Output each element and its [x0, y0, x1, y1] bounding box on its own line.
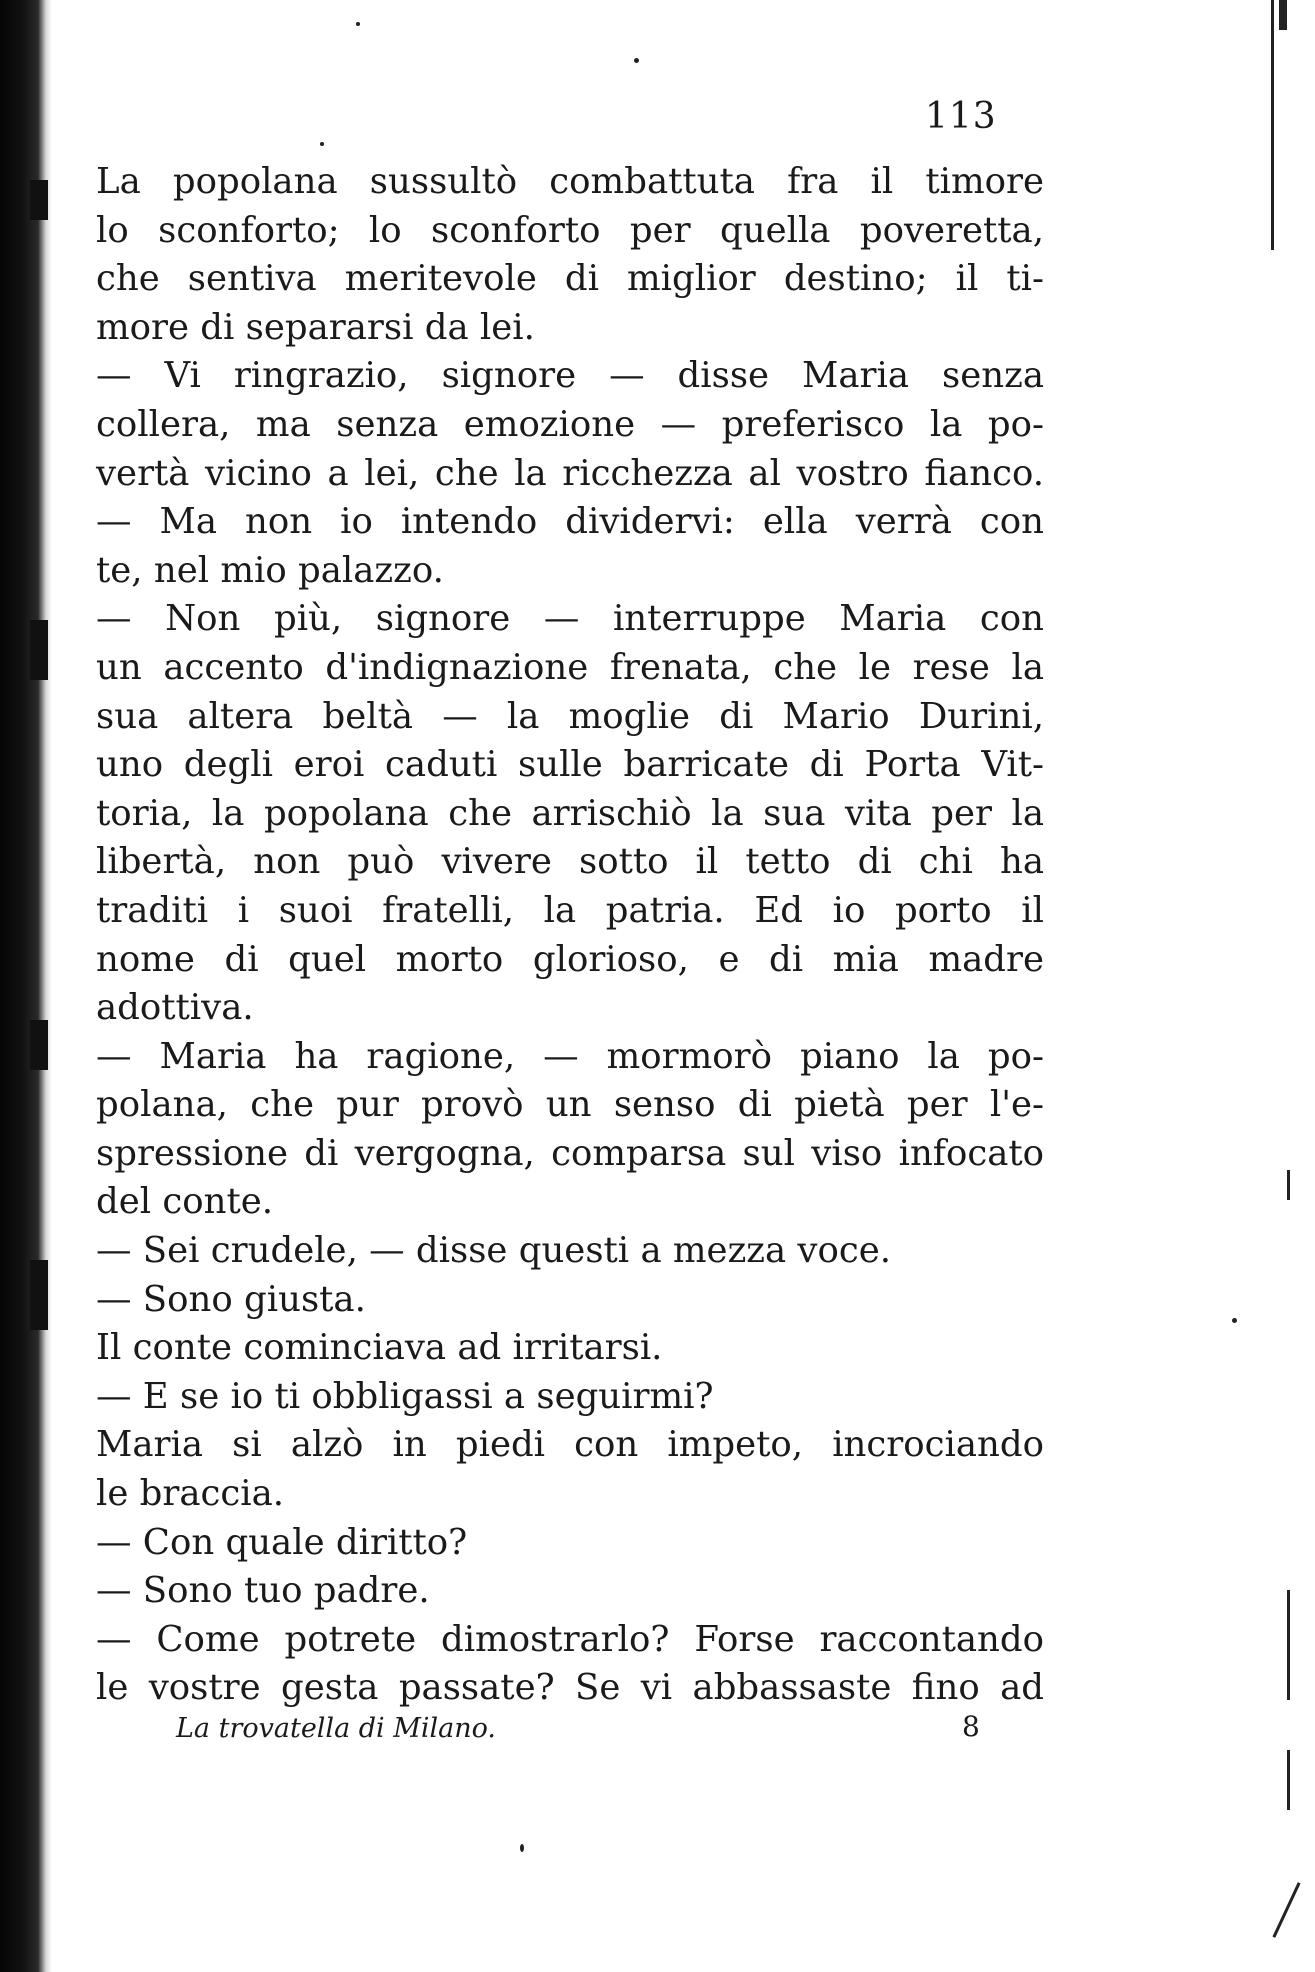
text-line: Maria si alzò in piedi con impeto, incrociando	[96, 1424, 1044, 1466]
footer-book-title: La trovatella di Milano.	[176, 1713, 497, 1744]
spine-notch	[30, 620, 48, 680]
text-line: lo sconforto; lo sconforto per quella poveretta,	[96, 209, 1044, 251]
spine-notch	[30, 1260, 48, 1330]
text-line: adottiva.	[96, 987, 254, 1029]
text-line: te, nel mio palazzo.	[96, 549, 444, 591]
text-line: — Ma non io intendo dividervi: ella verrà con	[96, 501, 1044, 543]
text-line: Il conte cominciava ad irritarsi.	[96, 1327, 663, 1369]
footer-signature-mark: 8	[962, 1710, 980, 1743]
body-text	[96, 158, 1044, 1713]
text-line: spressione di vergogna, comparsa sul viso infocato	[96, 1132, 1044, 1174]
speck	[520, 1844, 524, 1852]
text-line: che sentiva meritevole di miglior destino; il ti-	[96, 258, 1044, 300]
edge-line	[1272, 1882, 1300, 1938]
edge-line	[1279, 0, 1287, 30]
edge-line	[1271, 0, 1274, 250]
spine-notch	[30, 1020, 48, 1070]
edge-line	[1287, 1750, 1290, 1810]
page-number: 113	[925, 96, 997, 137]
text-line: — Come potrete dimostrarlo? Forse raccontando	[96, 1618, 1044, 1660]
edge-line	[1287, 1170, 1290, 1200]
text-line: — Vi ringrazio, signore — disse Maria senza	[96, 355, 1044, 397]
text-line: collera, ma senza emozione — preferisco la po-	[96, 403, 1044, 445]
text-line: le vostre gesta passate? Se vi abbassaste fino ad	[96, 1667, 1044, 1709]
text-line: un accento d'indignazione frenata, che le rese la	[96, 646, 1044, 688]
text-line: — E se io ti obbligassi a seguirmi?	[96, 1375, 714, 1417]
speck	[634, 58, 639, 63]
text-line: uno degli eroi caduti sulle barricate di Porta Vit-	[96, 744, 1044, 786]
text-line: — Sono giusta.	[96, 1278, 366, 1320]
text-line: le braccia.	[96, 1473, 285, 1515]
text-line: La popolana sussultò combattuta fra il timore	[96, 161, 1044, 202]
text-line: — Sono tuo padre.	[96, 1570, 430, 1612]
page-edge-artifacts	[1257, 0, 1315, 1972]
binding-shadow	[0, 0, 52, 1972]
text-line: del conte.	[96, 1181, 274, 1223]
text-line: sua altera beltà — la moglie di Mario Durini,	[96, 695, 1044, 737]
text-line: polana, che pur provò un senso di pietà per l'e-	[96, 1084, 1044, 1126]
text-line: more di separarsi da lei.	[96, 306, 535, 348]
text-line: traditi i suoi fratelli, la patria. Ed io porto il	[96, 889, 1044, 931]
text-line: — Sei crudele, — disse questi a mezza voce.	[96, 1230, 892, 1272]
text-line: — Con quale diritto?	[96, 1521, 468, 1563]
text-line: — Non più, signore — interruppe Maria con	[96, 598, 1044, 640]
text-line: — Maria ha ragione, — mormorò piano la po-	[96, 1035, 1044, 1077]
text-line: toria, la popolana che arrischiò la sua vita per la	[96, 792, 1044, 834]
speck	[320, 142, 324, 146]
text-line: nome di quel morto glorioso, e di mia madre	[96, 938, 1044, 980]
speck	[1232, 1318, 1237, 1323]
spine-notch	[30, 180, 48, 220]
text-line: vertà vicino a lei, che la ricchezza al vostro fianco.	[96, 452, 1044, 494]
text-line: libertà, non può vivere sotto il tetto di chi ha	[96, 841, 1044, 883]
edge-line	[1287, 1590, 1290, 1700]
speck	[356, 22, 360, 26]
